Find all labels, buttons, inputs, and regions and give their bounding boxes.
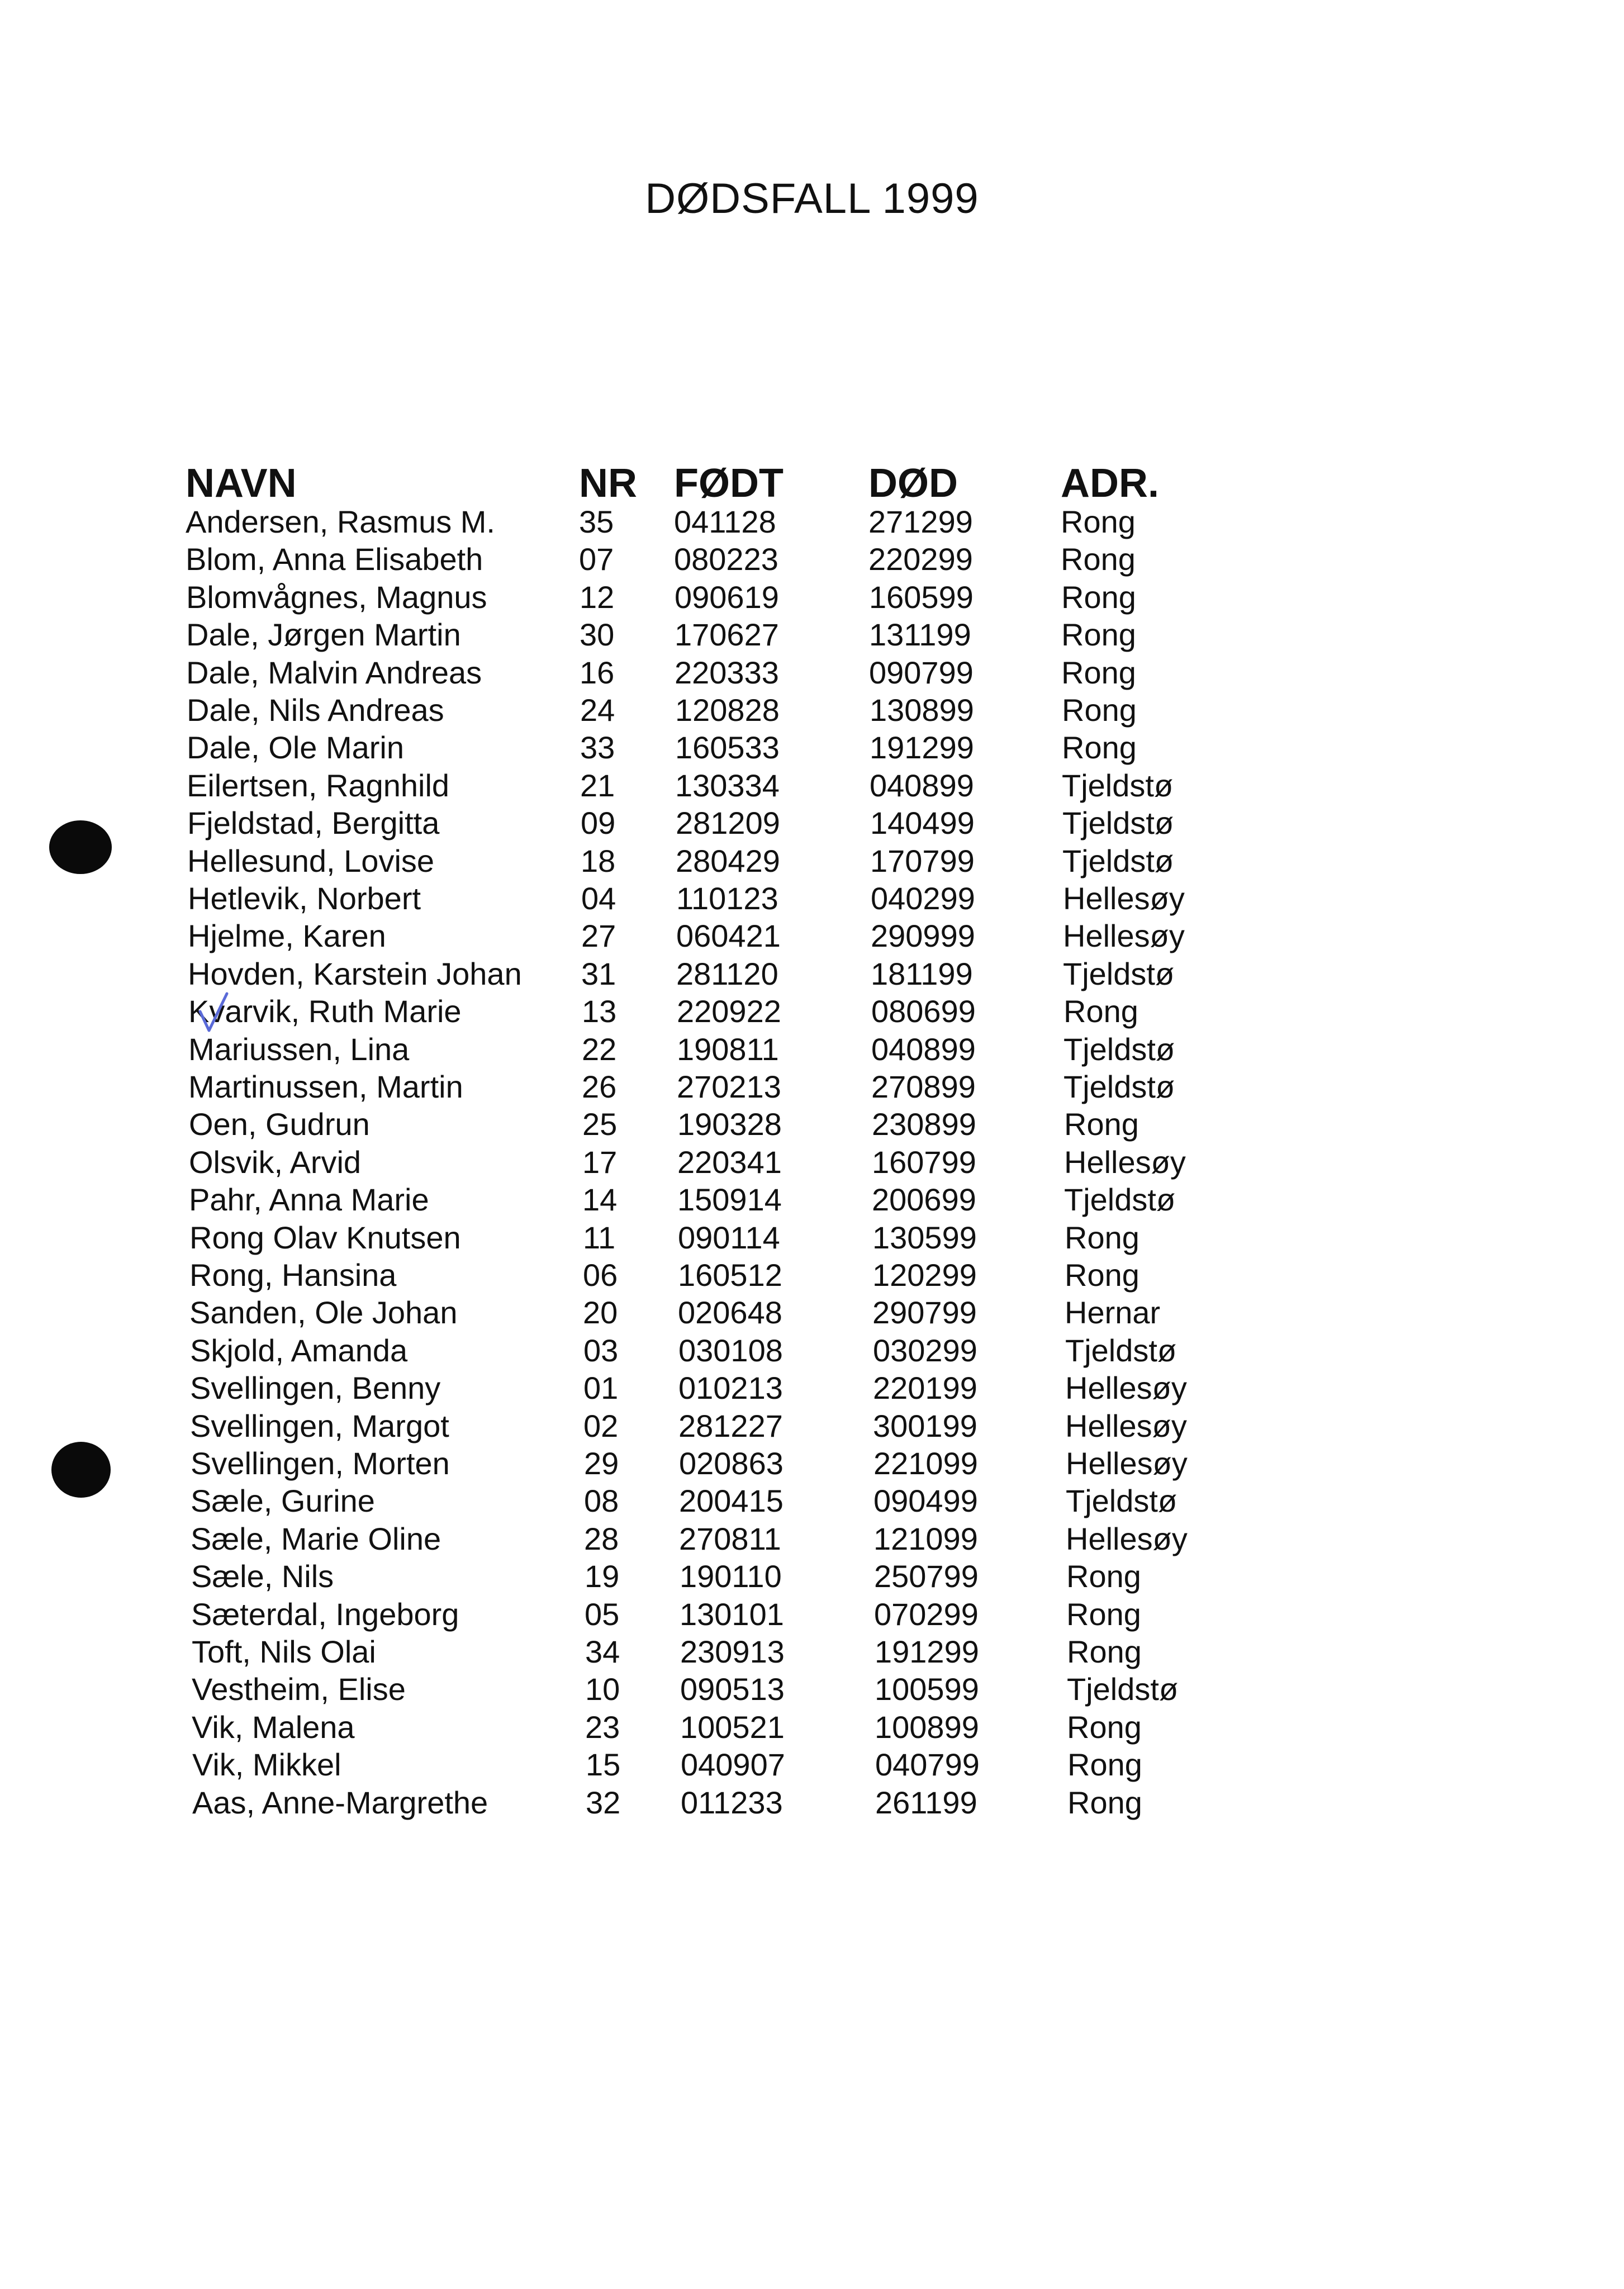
cell-nr: 09 bbox=[581, 805, 616, 840]
cell-born: 220922 bbox=[677, 994, 781, 1029]
cell-nr: 23 bbox=[585, 1709, 620, 1745]
cell-nr: 24 bbox=[580, 692, 615, 728]
cell-nr: 32 bbox=[586, 1785, 621, 1820]
column-header-address: ADR. bbox=[1061, 461, 1159, 506]
cell-died: 191299 bbox=[875, 1634, 979, 1669]
cell-nr: 26 bbox=[582, 1069, 617, 1104]
cell-died: 220199 bbox=[873, 1370, 977, 1405]
cell-address: Hellesøy bbox=[1065, 1408, 1187, 1443]
cell-name: Vestheim, Elise bbox=[192, 1671, 406, 1707]
cell-died: 080699 bbox=[871, 994, 976, 1029]
cell-name: Blomvågnes, Magnus bbox=[186, 580, 487, 615]
cell-name: Rong Olav Knutsen bbox=[189, 1220, 461, 1255]
table-row bbox=[0, 917, 1624, 955]
cell-died: 040799 bbox=[875, 1747, 980, 1782]
cell-died: 191299 bbox=[870, 730, 974, 765]
cell-nr: 27 bbox=[581, 918, 616, 953]
cell-died: 160599 bbox=[869, 580, 974, 615]
cell-born: 220333 bbox=[675, 655, 779, 690]
cell-nr: 03 bbox=[583, 1333, 619, 1368]
cell-nr: 14 bbox=[582, 1182, 618, 1217]
cell-born: 090114 bbox=[678, 1220, 780, 1255]
table-row bbox=[0, 729, 1624, 767]
cell-nr: 25 bbox=[582, 1106, 618, 1142]
cell-died: 140499 bbox=[870, 805, 975, 840]
cell-died: 090499 bbox=[873, 1483, 978, 1518]
table-row bbox=[0, 842, 1624, 880]
table-row bbox=[0, 1294, 1624, 1332]
cell-born: 080223 bbox=[674, 542, 778, 577]
page-title: DØDSFALL 1999 bbox=[645, 175, 979, 222]
cell-born: 281227 bbox=[678, 1408, 783, 1443]
cell-born: 020863 bbox=[679, 1446, 783, 1481]
cell-name: Kvarvik, Ruth Marie bbox=[188, 994, 462, 1029]
cell-nr: 18 bbox=[581, 843, 616, 878]
cell-name: Sæle, Gurine bbox=[191, 1483, 375, 1518]
cell-name: Oen, Gudrun bbox=[189, 1106, 370, 1142]
cell-address: Rong bbox=[1067, 1634, 1142, 1669]
cell-born: 281209 bbox=[676, 805, 780, 840]
cell-born: 190811 bbox=[677, 1032, 779, 1067]
cell-address: Tjeldstø bbox=[1062, 843, 1174, 878]
cell-address: Rong bbox=[1065, 1220, 1139, 1255]
table-row bbox=[0, 1407, 1624, 1445]
table-row bbox=[0, 1068, 1624, 1106]
cell-born: 130334 bbox=[675, 768, 780, 803]
cell-died: 121099 bbox=[873, 1521, 978, 1556]
cell-nr: 28 bbox=[584, 1521, 619, 1556]
cell-died: 100899 bbox=[875, 1709, 979, 1745]
cell-name: Hetlevik, Norbert bbox=[188, 881, 421, 916]
cell-address: Rong bbox=[1061, 655, 1136, 690]
cell-address: Rong bbox=[1062, 692, 1137, 728]
cell-name: Blom, Anna Elisabeth bbox=[186, 542, 483, 577]
column-header-name: NAVN bbox=[186, 461, 297, 506]
cell-born: 160533 bbox=[675, 730, 780, 765]
cell-address: Hellesøy bbox=[1063, 918, 1185, 953]
table-row bbox=[0, 1595, 1624, 1633]
cell-address: Rong bbox=[1067, 1785, 1142, 1820]
cell-address: Hellesøy bbox=[1063, 881, 1185, 916]
cell-died: 030299 bbox=[873, 1333, 977, 1368]
cell-died: 160799 bbox=[872, 1144, 976, 1180]
cell-address: Tjeldstø bbox=[1063, 956, 1175, 991]
table-row bbox=[0, 804, 1624, 842]
cell-name: Hjelme, Karen bbox=[188, 918, 386, 953]
check-mark-icon bbox=[197, 990, 230, 1035]
cell-address: Rong bbox=[1063, 994, 1138, 1029]
table-row bbox=[0, 1332, 1624, 1370]
cell-died: 040299 bbox=[871, 881, 975, 916]
cell-name: Vik, Mikkel bbox=[192, 1747, 341, 1782]
cell-died: 120299 bbox=[872, 1257, 977, 1293]
cell-nr: 22 bbox=[582, 1032, 617, 1067]
cell-born: 280429 bbox=[676, 843, 780, 878]
cell-name: Fjeldstad, Bergitta bbox=[187, 805, 440, 840]
cell-died: 261199 bbox=[875, 1785, 977, 1820]
cell-born: 020648 bbox=[678, 1295, 782, 1330]
table-row bbox=[0, 691, 1624, 729]
table-header bbox=[0, 458, 1624, 509]
cell-address: Tjeldstø bbox=[1063, 1069, 1175, 1104]
cell-address: Rong bbox=[1066, 1559, 1141, 1594]
table-row bbox=[0, 1784, 1624, 1822]
cell-name: Martinussen, Martin bbox=[188, 1069, 463, 1104]
cell-address: Rong bbox=[1067, 1709, 1142, 1745]
cell-nr: 34 bbox=[585, 1634, 620, 1669]
cell-address: Rong bbox=[1061, 504, 1136, 539]
cell-name: Sæterdal, Ingeborg bbox=[191, 1597, 459, 1632]
cell-name: Sæle, Nils bbox=[191, 1559, 334, 1594]
cell-name: Dale, Malvin Andreas bbox=[186, 655, 482, 690]
cell-died: 221099 bbox=[873, 1446, 978, 1481]
cell-nr: 21 bbox=[580, 768, 615, 803]
cell-name: Dale, Ole Marin bbox=[187, 730, 405, 765]
cell-died: 250799 bbox=[874, 1559, 979, 1594]
cell-address: Tjeldstø bbox=[1063, 1032, 1175, 1067]
table-row bbox=[0, 1670, 1624, 1708]
table-row bbox=[0, 1520, 1624, 1558]
cell-name: Rong, Hansina bbox=[189, 1257, 397, 1293]
cell-name: Sanden, Ole Johan bbox=[189, 1295, 458, 1330]
cell-died: 220299 bbox=[868, 542, 973, 577]
cell-nr: 12 bbox=[580, 580, 615, 615]
table-row bbox=[0, 767, 1624, 805]
cell-address: Rong bbox=[1061, 617, 1136, 652]
table-row bbox=[0, 955, 1624, 993]
table-row bbox=[0, 578, 1624, 616]
cell-nr: 02 bbox=[583, 1408, 619, 1443]
table-row bbox=[0, 503, 1624, 541]
cell-born: 090619 bbox=[675, 580, 779, 615]
cell-name: Aas, Anne-Margrethe bbox=[192, 1785, 488, 1820]
cell-died: 130899 bbox=[870, 692, 974, 728]
cell-name: Olsvik, Arvid bbox=[189, 1144, 362, 1180]
table-row bbox=[0, 880, 1624, 918]
cell-died: 270899 bbox=[871, 1069, 976, 1104]
cell-nr: 17 bbox=[582, 1144, 618, 1180]
cell-died: 070299 bbox=[874, 1597, 979, 1632]
cell-born: 230913 bbox=[680, 1634, 785, 1669]
cell-born: 060421 bbox=[676, 918, 781, 953]
cell-born: 170627 bbox=[675, 617, 779, 652]
table-row bbox=[0, 1219, 1624, 1257]
cell-name: Andersen, Rasmus M. bbox=[186, 504, 495, 539]
table-row bbox=[0, 1708, 1624, 1746]
cell-address: Tjeldstø bbox=[1062, 768, 1174, 803]
cell-died: 271299 bbox=[868, 504, 973, 539]
cell-nr: 10 bbox=[585, 1671, 620, 1707]
cell-nr: 33 bbox=[580, 730, 615, 765]
cell-nr: 05 bbox=[585, 1597, 620, 1632]
cell-name: Hovden, Karstein Johan bbox=[188, 956, 522, 991]
cell-nr: 29 bbox=[584, 1446, 619, 1481]
cell-name: Svellingen, Benny bbox=[190, 1370, 441, 1405]
cell-born: 150914 bbox=[677, 1182, 782, 1217]
table-row bbox=[0, 1445, 1624, 1483]
cell-address: Rong bbox=[1064, 1106, 1139, 1142]
cell-died: 181199 bbox=[871, 956, 973, 991]
cell-born: 190328 bbox=[677, 1106, 782, 1142]
table-row bbox=[0, 540, 1624, 578]
cell-address: Hellesøy bbox=[1065, 1370, 1187, 1405]
cell-address: Rong bbox=[1061, 580, 1136, 615]
cell-nr: 35 bbox=[579, 504, 614, 539]
cell-name: Toft, Nils Olai bbox=[192, 1634, 376, 1669]
cell-born: 200415 bbox=[679, 1483, 783, 1518]
cell-address: Hellesøy bbox=[1066, 1521, 1188, 1556]
cell-nr: 31 bbox=[581, 956, 616, 991]
cell-address: Hellesøy bbox=[1066, 1446, 1188, 1481]
cell-born: 190110 bbox=[680, 1559, 782, 1594]
cell-born: 110123 bbox=[676, 881, 778, 916]
cell-born: 130101 bbox=[680, 1597, 784, 1632]
table-row bbox=[0, 992, 1624, 1030]
cell-born: 270811 bbox=[679, 1521, 781, 1556]
cell-address: Rong bbox=[1067, 1747, 1142, 1782]
cell-born: 010213 bbox=[678, 1370, 783, 1405]
cell-died: 230899 bbox=[872, 1106, 976, 1142]
column-header-died: DØD bbox=[868, 461, 958, 506]
cell-nr: 30 bbox=[580, 617, 615, 652]
cell-address: Rong bbox=[1061, 542, 1136, 577]
cell-address: Hellesøy bbox=[1064, 1144, 1186, 1180]
cell-nr: 06 bbox=[583, 1257, 618, 1293]
cell-address: Tjeldstø bbox=[1067, 1671, 1179, 1707]
cell-died: 300199 bbox=[873, 1408, 977, 1443]
cell-address: Rong bbox=[1065, 1257, 1139, 1293]
cell-nr: 04 bbox=[581, 881, 616, 916]
cell-nr: 19 bbox=[585, 1559, 620, 1594]
cell-born: 270213 bbox=[677, 1069, 781, 1104]
cell-nr: 16 bbox=[580, 655, 615, 690]
cell-nr: 13 bbox=[582, 994, 617, 1029]
cell-name: Mariussen, Lina bbox=[188, 1032, 410, 1067]
column-header-born: FØDT bbox=[674, 461, 783, 506]
cell-born: 220341 bbox=[677, 1144, 782, 1180]
table-row bbox=[0, 1746, 1624, 1784]
table-row bbox=[0, 1482, 1624, 1520]
cell-died: 040899 bbox=[871, 1032, 976, 1067]
cell-died: 090799 bbox=[869, 655, 974, 690]
table-row bbox=[0, 654, 1624, 692]
cell-nr: 08 bbox=[584, 1483, 619, 1518]
cell-address: Tjeldstø bbox=[1062, 805, 1174, 840]
cell-name: Sæle, Marie Oline bbox=[191, 1521, 441, 1556]
table-row bbox=[0, 1557, 1624, 1595]
cell-nr: 07 bbox=[579, 542, 614, 577]
cell-died: 290999 bbox=[871, 918, 975, 953]
cell-born: 030108 bbox=[678, 1333, 783, 1368]
cell-born: 011233 bbox=[681, 1785, 783, 1820]
cell-died: 290799 bbox=[872, 1295, 977, 1330]
cell-name: Dale, Nils Andreas bbox=[187, 692, 444, 728]
cell-name: Svellingen, Morten bbox=[191, 1446, 450, 1481]
cell-address: Rong bbox=[1062, 730, 1137, 765]
cell-died: 130599 bbox=[872, 1220, 977, 1255]
cell-address: Hernar bbox=[1065, 1295, 1161, 1330]
punch-hole-mark bbox=[49, 820, 112, 874]
cell-born: 090513 bbox=[680, 1671, 785, 1707]
cell-address: Tjeldstø bbox=[1064, 1182, 1176, 1217]
column-header-nr: NR bbox=[579, 461, 637, 506]
table-row bbox=[0, 1369, 1624, 1407]
cell-died: 100599 bbox=[875, 1671, 979, 1707]
cell-died: 040899 bbox=[870, 768, 974, 803]
table-row bbox=[0, 616, 1624, 654]
table-row bbox=[0, 1633, 1624, 1671]
cell-died: 170799 bbox=[870, 843, 975, 878]
cell-nr: 15 bbox=[586, 1747, 621, 1782]
table-row bbox=[0, 1256, 1624, 1294]
cell-born: 120828 bbox=[675, 692, 780, 728]
cell-nr: 20 bbox=[583, 1295, 618, 1330]
cell-died: 200699 bbox=[872, 1182, 976, 1217]
table-row bbox=[0, 1143, 1624, 1181]
cell-name: Svellingen, Margot bbox=[190, 1408, 449, 1443]
cell-name: Pahr, Anna Marie bbox=[189, 1182, 429, 1217]
cell-name: Dale, Jørgen Martin bbox=[186, 617, 461, 652]
cell-name: Hellesund, Lovise bbox=[187, 843, 435, 878]
cell-address: Tjeldstø bbox=[1066, 1483, 1177, 1518]
cell-born: 100521 bbox=[680, 1709, 785, 1745]
cell-name: Eilertsen, Ragnhild bbox=[187, 768, 450, 803]
cell-address: Rong bbox=[1066, 1597, 1141, 1632]
cell-nr: 11 bbox=[583, 1220, 616, 1255]
cell-nr: 01 bbox=[583, 1370, 619, 1405]
cell-name: Skjold, Amanda bbox=[190, 1333, 408, 1368]
cell-died: 131199 bbox=[869, 617, 971, 652]
cell-name: Vik, Malena bbox=[192, 1709, 355, 1745]
table-row bbox=[0, 1030, 1624, 1068]
cell-born: 281120 bbox=[676, 956, 778, 991]
punch-hole-mark bbox=[51, 1442, 111, 1498]
table-row bbox=[0, 1181, 1624, 1219]
cell-born: 160512 bbox=[678, 1257, 782, 1293]
table-row bbox=[0, 1105, 1624, 1143]
cell-born: 041128 bbox=[674, 504, 776, 539]
cell-address: Tjeldstø bbox=[1065, 1333, 1177, 1368]
cell-born: 040907 bbox=[681, 1747, 785, 1782]
